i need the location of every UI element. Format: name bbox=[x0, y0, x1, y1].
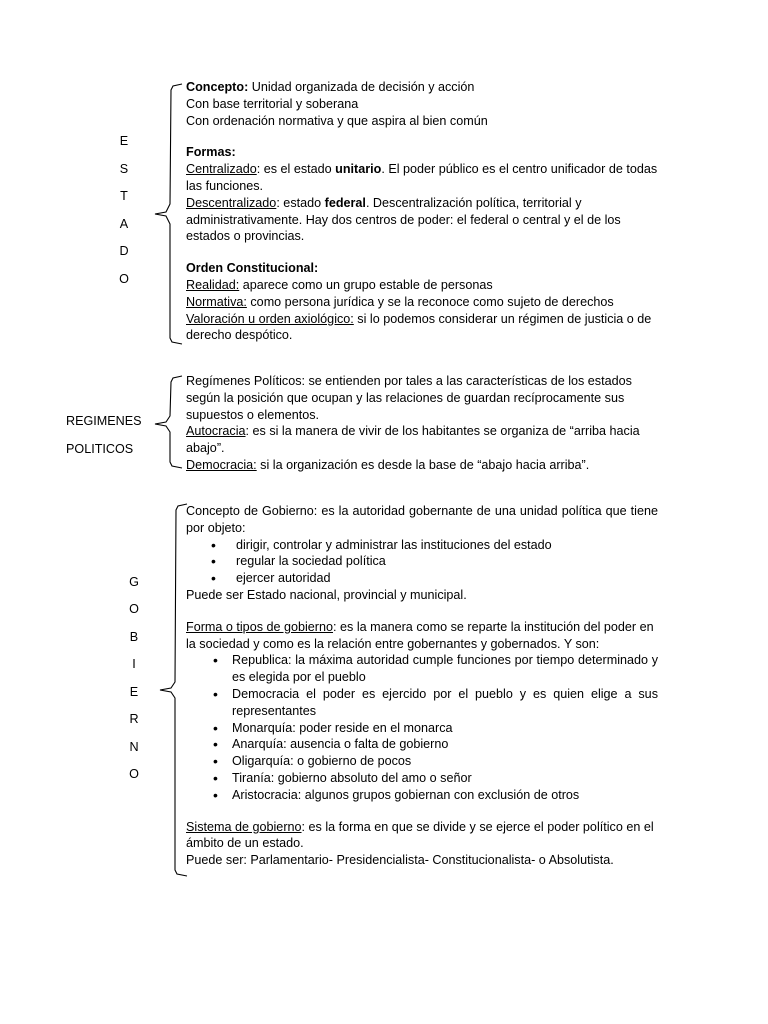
autocracia-label: Autocracia bbox=[186, 424, 246, 439]
formas-gobierno-label: Forma o tipos de gobierno bbox=[186, 619, 334, 634]
regimenes-side-label-line2: POLITICOS bbox=[66, 442, 134, 456]
gobierno-letter: I bbox=[132, 657, 136, 671]
gobierno-letter: R bbox=[129, 712, 139, 726]
concepto-gobierno: Concepto de Gobierno: es la autoridad gobernante de una unidad política que tiene por objeto: bbox=[186, 504, 658, 535]
list-item: • Monarquía: poder reside en el monarca bbox=[186, 720, 658, 737]
normativa-label: Normativa: bbox=[186, 294, 247, 309]
realidad-paragraph: Realidad: aparece como un grupo estable de personas bbox=[186, 277, 493, 292]
estado-letter: S bbox=[119, 162, 129, 176]
list-item: • Anarquía: ausencia o falta de gobierno bbox=[186, 736, 658, 753]
formas-heading: Formas: bbox=[186, 145, 236, 160]
realidad-label: Realidad: bbox=[186, 277, 240, 292]
concepto-text: Unidad organizada de decisión y acción bbox=[248, 80, 475, 94]
estado-letter: A bbox=[119, 217, 129, 231]
orden-constitucional-heading: Orden Constitucional: bbox=[186, 261, 319, 276]
descentralizado-label: Descentralizado bbox=[186, 195, 277, 210]
gobierno-letter: B bbox=[129, 630, 139, 644]
list-item: • Republica: la máxima autoridad cumple funciones por tiempo determinado y es elegida por el pueblo bbox=[186, 652, 658, 686]
gobierno-content bbox=[186, 503, 658, 869]
list-item: • regular la sociedad política bbox=[186, 553, 658, 570]
estado-letter: O bbox=[119, 272, 129, 286]
objetos-list bbox=[186, 537, 658, 587]
sistema-tipos-text: Puede ser: Parlamentario- Presidencialista- Constitucionalista- o Absolutista. bbox=[186, 853, 614, 868]
tipos-gobierno-list bbox=[186, 652, 658, 803]
estado-letter: D bbox=[119, 244, 129, 258]
estado-letter: E bbox=[119, 134, 129, 148]
regimenes-brace bbox=[150, 372, 190, 474]
concepto-label: Concepto: bbox=[186, 80, 249, 94]
list-item: • dirigir, controlar y administrar las instituciones del estado bbox=[186, 537, 658, 554]
normativa-paragraph: Normativa: como persona jurídica y se la reconoce como sujeto de derechos bbox=[186, 294, 614, 309]
gobierno-letter: N bbox=[129, 740, 139, 754]
formas-gobierno-paragraph: Forma o tipos de gobierno: es la manera como se reparte la institución del poder en la sociedad y como es la relación entre gobernantes y gobernados. Y son: bbox=[186, 619, 654, 651]
sistema-gobierno-label: Sistema de gobierno bbox=[186, 819, 302, 834]
regimenes-intro: Regímenes Políticos: se entienden por tales a las características de los estados según la posición que ocupan y las relaciones de guardan recíprocamente sus supuestos o elementos. bbox=[186, 374, 632, 422]
puede-ser-text: Puede ser Estado nacional, provincial y municipal. bbox=[186, 587, 467, 602]
concepto-line: Con ordenación normativa y que aspira al bien común bbox=[186, 113, 488, 128]
estado-concepto bbox=[186, 79, 658, 96]
gobierno-letter: O bbox=[129, 767, 139, 781]
democracia-paragraph: Democracia: si la organización es desde la base de “abajo hacia arriba”. bbox=[186, 457, 590, 472]
list-item: • Oligarquía: o gobierno de pocos bbox=[186, 753, 658, 770]
descentralizado-paragraph: Descentralizado: estado federal. Descentralización política, territorial y administrativamente. Hay dos centros de poder: el federal o central y el de los estados o provincias. bbox=[186, 195, 621, 244]
valoracion-paragraph: Valoración u orden axiológico: si lo podemos considerar un régimen de justicia o de derecho despótico. bbox=[186, 311, 652, 343]
centralizado-paragraph: Centralizado: es el estado unitario. El poder público es el centro unificador de todas las funciones. bbox=[186, 162, 658, 193]
centralizado-label: Centralizado bbox=[186, 162, 257, 177]
gobierno-letter: O bbox=[129, 602, 139, 616]
gobierno-letter: E bbox=[129, 685, 139, 699]
list-item: • ejercer autoridad bbox=[186, 570, 658, 587]
democracia-label: Democracia: bbox=[186, 457, 257, 472]
gobierno-letter: G bbox=[129, 575, 139, 589]
list-item: • Tiranía: gobierno absoluto del amo o señor bbox=[186, 770, 658, 787]
estado-brace bbox=[150, 80, 190, 350]
valoracion-label: Valoración u orden axiológico: bbox=[186, 311, 354, 326]
estado-letter: T bbox=[120, 189, 128, 203]
sistema-gobierno-paragraph: Sistema de gobierno: es la forma en que se divide y se ejerce el poder político en el ámbito de un estado. bbox=[186, 819, 654, 851]
concepto-line: Con base territorial y soberana bbox=[186, 96, 359, 111]
list-item: • Aristocracia: algunos grupos gobiernan con exclusión de otros bbox=[186, 787, 658, 804]
regimenes-side-label-line1: REGIMENES bbox=[66, 414, 142, 428]
estado-content bbox=[186, 79, 658, 344]
list-item: • Democracia el poder es ejercido por el pueblo y es quien elige a sus representantes bbox=[186, 686, 658, 720]
autocracia-paragraph: Autocracia: es si la manera de vivir de los habitantes se organiza de “arriba hacia abajo”. bbox=[186, 424, 640, 456]
regimenes-content bbox=[186, 373, 658, 474]
